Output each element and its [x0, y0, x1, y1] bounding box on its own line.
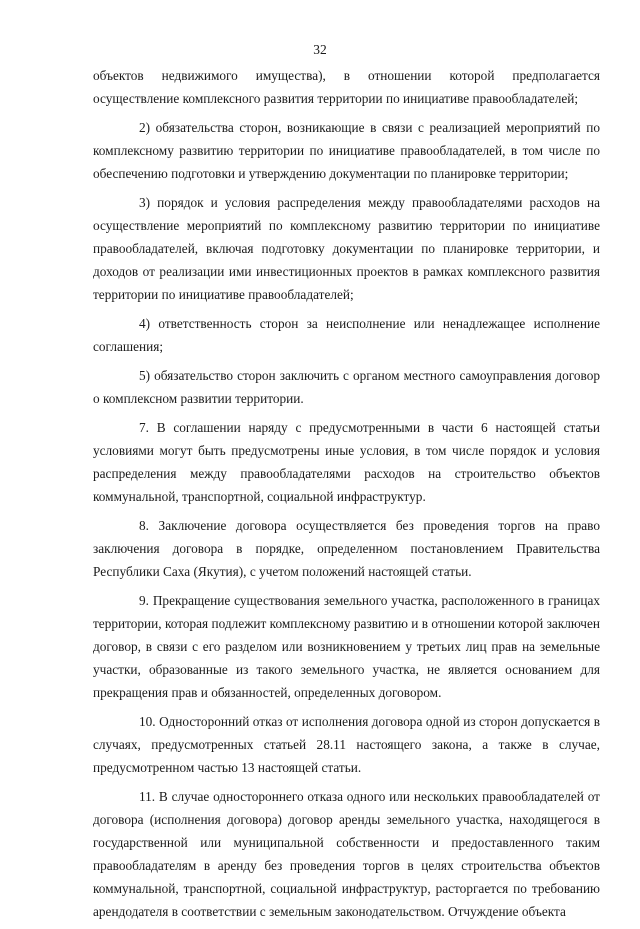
paragraph-part-11: 11. В случае одностороннего отказа одного или нескольких правообладателей от договора (исполнения договора) договор аренды земельного участка, находящегося в государственной или муниципальной собственности и предоставленного таким правообладателям в аренду без проведения торгов в целях строительства объектов коммунальной, транспортной, социальной инфраструктур, расторгается по требованию арендодателя в соответствии с земельным законодательством. Отчуждение объекта — [93, 789, 600, 919]
paragraph-part-7: 7. В соглашении наряду с предусмотренными в части 6 настоящей статьи условиями могут быть предусмотрены иные условия, в том числе порядок и условия распределения между правообладателями расходов на строительство объектов коммунальной, транспортной, социальной инфраструктур. — [93, 420, 600, 504]
paragraph-part-9: 9. Прекращение существования земельного участка, расположенного в границах территории, которая подлежит комплексному развитию и в отношении которой заключен договор, в связи с его разделом или возникновением у третьих лиц прав на земельные участки, образованные из такого земельного участка, не является основанием для прекращения прав и обязанностей, определенных договором. — [93, 593, 600, 700]
paragraph-part-10: 10. Односторонний отказ от исполнения договора одной из сторон допускается в случаях, предусмотренных статьей 28.11 настоящего закона, а также в случае, предусмотренном частью 13 настоящей статьи. — [93, 714, 600, 775]
paragraph-part-8: 8. Заключение договора осуществляется без проведения торгов на право заключения договора в порядке, определенном постановлением Правительства Республики Саха (Якутия), с учетом положений настоящей статьи. — [93, 518, 600, 579]
paragraph-item-2: 2) обязательства сторон, возникающие в связи с реализацией мероприятий по комплексному развитию территории по инициативе правообладателей, в том числе по обеспечению подготовки и утверждению документации по планировке территории; — [93, 120, 600, 181]
page-number: 32 — [313, 42, 327, 57]
paragraph-item-4: 4) ответственность сторон за неисполнение или ненадлежащее исполнение соглашения; — [93, 316, 600, 354]
paragraph-item-3: 3) порядок и условия распределения между правообладателями расходов на осуществление мероприятий по комплексному развитию территории по инициативе правообладателей, включая подготовку документации по планировке территории, и доходов от реализации ими инвестиционных проектов в рамках комплексного развития территории по инициативе правообладателей; — [93, 195, 600, 302]
document-body — [93, 64, 600, 929]
paragraph-item-5: 5) обязательство сторон заключить с органом местного самоуправления договор о комплексном развитии территории. — [93, 368, 600, 406]
paragraph-continuation: объектов недвижимого имущества), в отношении которой предполагается осуществление комплексного развития территории по инициативе правообладателей; — [93, 68, 600, 106]
